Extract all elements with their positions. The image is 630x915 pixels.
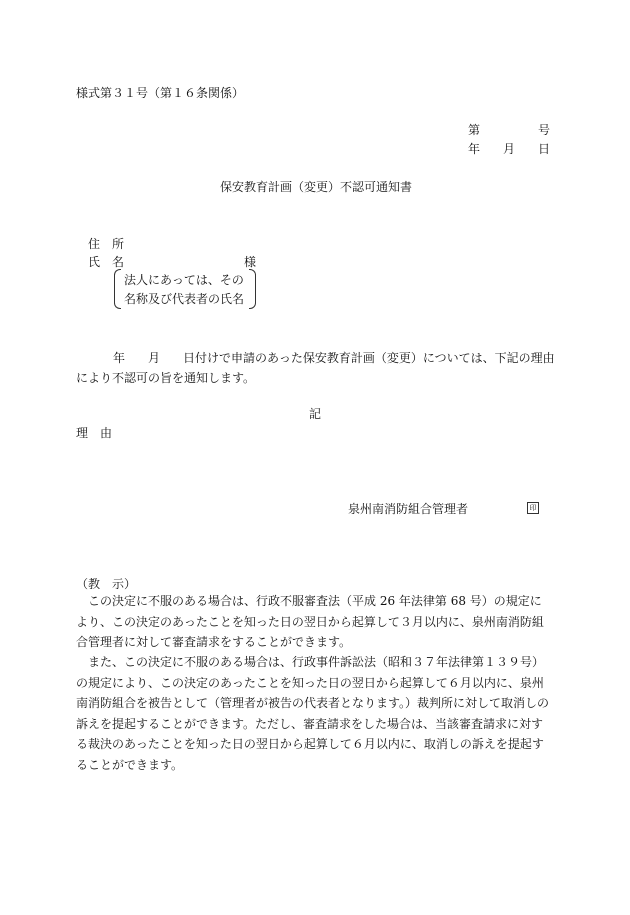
left-bracket — [114, 269, 121, 309]
right-bracket — [249, 269, 256, 309]
instruction-para1: この決定に不服のある場合は、行政不服審査法（平成 26 年法律第 68 号）の規定により、この決定のあったことを知った日の翌日から起算して３月以内に、泉州南消防組合管理者に対して審査請求をすることができます。 — [76, 594, 544, 649]
issuer-name: 泉州南消防組合管理者 — [348, 502, 469, 516]
header-hi: 日 — [538, 142, 551, 156]
page-title: 保安教育計画（変更）不認可通知書 — [220, 180, 413, 194]
body-tsuki: 月 — [148, 351, 161, 365]
header-dai: 第 — [468, 123, 481, 137]
body-line1: 日付けで申請のあった保安教育計画（変更）については、下記の理由 — [183, 351, 555, 365]
header-tsuki: 月 — [503, 142, 516, 156]
body-line2: により不認可の旨を通知します。 — [76, 371, 256, 385]
instruction-para2: また、この決定に不服のある場合は、行政事件訴訟法（昭和３７年法律第１３９号）の規定により、この決定のあったことを知った日の翌日から起算して６月以内に、泉州南消防組合を被告として（管理者が被告の代表者となります。）裁判所に対して取消しの訴えを提起することができます。ただし、審査請求をした場合は、当該審査請求に対する裁決のあったことを知った日の翌日から起算して６月以内に、取消しの訴えを提起することができます。 — [76, 655, 550, 772]
body-nen: 年 — [113, 351, 126, 365]
name-label: 氏 名 — [88, 255, 125, 269]
reason-label: 理 由 — [76, 426, 113, 440]
form-number: 様式第３１号（第１６条関係） — [76, 86, 245, 100]
header-go: 号 — [538, 123, 551, 137]
seal-mark: 印 — [527, 502, 539, 514]
recipient-note-line1: 法人にあっては、その — [124, 273, 244, 287]
recipient-note-line2: 名称及び代表者の氏名 — [124, 292, 245, 306]
honorific: 様 — [244, 255, 257, 269]
header-nen: 年 — [468, 142, 481, 156]
address-label: 住 所 — [88, 237, 125, 251]
instruction-heading: （教 示） — [76, 577, 137, 591]
ki-label: 記 — [309, 407, 322, 421]
